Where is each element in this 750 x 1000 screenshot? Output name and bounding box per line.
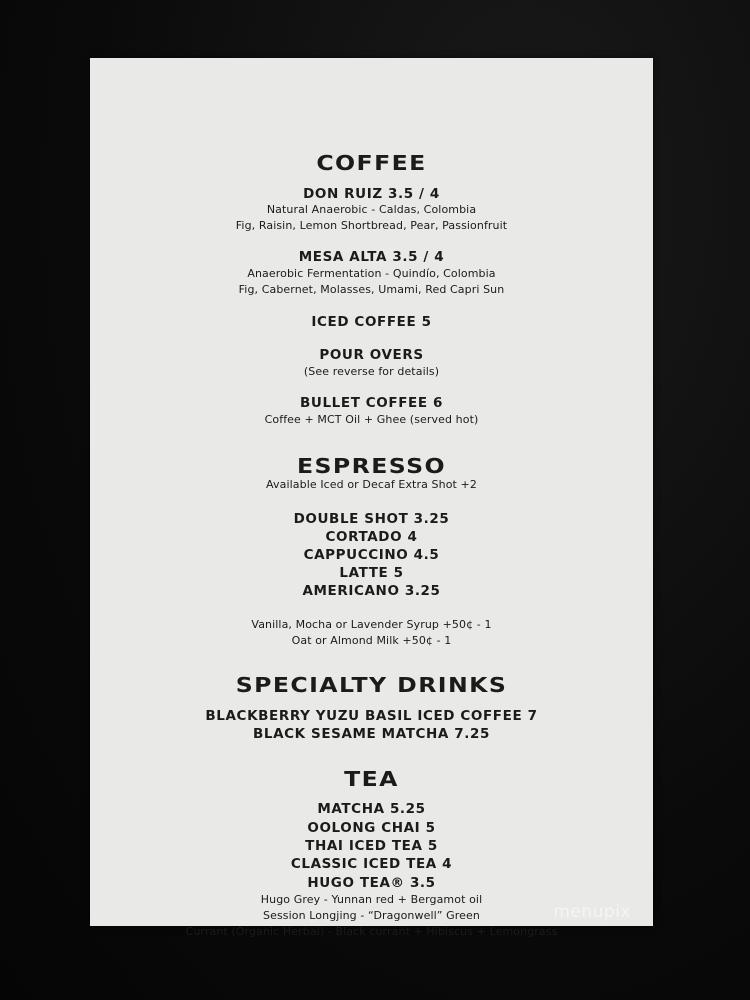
don-ruiz-origin: Natural Anaerobic - Caldas, Colombia <box>266 203 477 216</box>
tea-variety-currant: Currant (Organic Herbal) - Black currant + Hibiscus + Lemongrass <box>185 925 558 938</box>
tea-item-matcha: MATCHA 5.25 <box>317 801 426 817</box>
don-ruiz-item: DON RUIZ 3.5 / 4 <box>303 186 440 202</box>
specialty-item-blackberry: BLACKBERRY YUZU BASIL ICED COFFEE 7 <box>205 708 538 724</box>
tea-variety-grey: Hugo Grey - Yunnan red + Bergamot oil <box>260 893 483 906</box>
espresso-addon-milk: Oat or Almond Milk +50¢ - 1 <box>291 634 452 647</box>
espresso-item-cortado: CORTADO 4 <box>325 529 418 545</box>
pour-overs-item: POUR OVERS <box>319 347 424 363</box>
espresso-item-latte: LATTE 5 <box>339 565 404 581</box>
pour-overs-note: (See reverse for details) <box>303 365 440 378</box>
bullet-coffee-note: Coffee + MCT Oil + Ghee (served hot) <box>264 413 479 426</box>
espresso-addon-syrup: Vanilla, Mocha or Lavender Syrup +50¢ - 1 <box>251 618 492 631</box>
iced-coffee-item: ICED COFFEE 5 <box>311 314 432 330</box>
espresso-item-americano: AMERICANO 3.25 <box>302 583 441 599</box>
mesa-alta-origin: Anaerobic Fermentation - Quindío, Colombia <box>247 267 496 280</box>
specialty-heading: SPECIALTY DRINKS <box>235 673 508 697</box>
espresso-heading: ESPRESSO <box>296 454 447 478</box>
espresso-item-cappuccino: CAPPUCCINO 4.5 <box>303 547 440 563</box>
mesa-alta-notes: Fig, Cabernet, Molasses, Umami, Red Capri Sun <box>238 283 505 296</box>
tea-item-oolong-chai: OOLONG CHAI 5 <box>307 820 436 836</box>
espresso-item-double-shot: DOUBLE SHOT 3.25 <box>293 511 450 527</box>
tea-heading: TEA <box>344 767 399 791</box>
coffee-heading: COFFEE <box>316 151 427 175</box>
tea-item-thai-iced: THAI ICED TEA 5 <box>305 838 438 854</box>
bullet-coffee-item: BULLET COFFEE 6 <box>300 395 443 411</box>
espresso-note: Available Iced or Decaf Extra Shot +2 <box>266 478 477 491</box>
menu-card <box>90 58 653 938</box>
specialty-item-sesame: BLACK SESAME MATCHA 7.25 <box>253 726 490 742</box>
don-ruiz-notes: Fig, Raisin, Lemon Shortbread, Pear, Passionfruit <box>235 219 508 232</box>
mesa-alta-item: MESA ALTA 3.5 / 4 <box>298 249 445 265</box>
tea-item-hugo: HUGO TEA® 3.5 <box>307 875 436 891</box>
tea-variety-longjing: Session Longjing - “Dragonwell” Green <box>263 909 480 922</box>
tea-item-classic-iced: CLASSIC ICED TEA 4 <box>290 856 453 872</box>
watermark-logo: menupix <box>553 902 631 922</box>
